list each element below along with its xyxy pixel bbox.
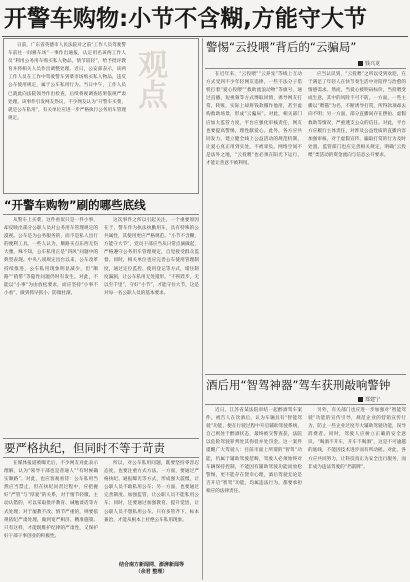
section4-col1 bbox=[4, 460, 98, 580]
intro-paragraph: 日前，广东省英德市人民法院对之前“工作人员驾驶警车前往一间修车场”一事作出通报，认定用名该两工作人员“利用公务用车购买私人物品，情节较轻”，给予批评教育并将相关人员作出调整处理。近日，公安部表示，该两工作人员在工作中驾驶警车到菜市场购买私人物品，违反公车使用规定，属于公车私用行为。当日中午，工作人员已就此向法院领导作出检查，后续将视调查结果依规严肃处理。该事件引发网友热议，不少网友认为“开警车买菜，就是公车私用”，有关单位应进一步严格执行公务用车管理规定。 bbox=[8, 43, 126, 121]
intro-text bbox=[8, 42, 126, 190]
section2-col2-text: 这次事件之所以引起关注，一个重要原因在于，警车作为执法执勤用车，具有特殊的公共属性，其使用更应严格规范。“小节不含糊，方能守大节”，党员干部应当从日常点滴做起，严格遵守公务用车管理规定，自觉接受群众监督。同时，相关单位也应完善公车使用管理制度，通过定位监控、使用登记等方式，堵住制度漏洞，让公车私用无处遁形。“不积跬步，无以至千里”，守好“小节”，才能守住大节，这是对每一名公职人员的基本要求。 bbox=[104, 218, 199, 296]
headline-divider bbox=[2, 36, 408, 37]
section3-col1 bbox=[206, 407, 302, 579]
section4-col1-text: 在媒体报道被曝光后，不少网友对此表示理解，认为“领导干部也是普通人”“有时候确实顺路”。对此，也应客观看待：公车私用当然应当禁止，但在执纪问责过程中，应把握好“严管”与“厚爱”的关系，对于情节轻微、主动认错的，可以采取批评教育、诫勉谈话等方式处理；对于屡教不改、情节严重的，则要依规依纪严肃处理，做到宽严相济、精准施策。只有这样，才能既维护纪律的严肃性，又保护好干部干事创业的积极性。 bbox=[4, 461, 98, 539]
column-divider bbox=[202, 38, 203, 580]
section1-col2 bbox=[308, 71, 406, 371]
section1-col1 bbox=[206, 71, 302, 371]
section2-col1-text: 从警车上买菜，这件看似只是一件小事，却反映出部分公职人员对公务用车管理规定的漠视。公车是为公务服务的，而不是私人出行的便利工具。一些人认为，顺路买点东西无伤大雅，殊不知，公车私用正是“四风”问题中的典型表现。中央八项规定出台以来，公车改革持续推进，公车私用现象明显减少，但“顺路”“捎带”等隐性问题仍时有发生。对此，不能以“小事”为由放松要求，而应坚持“小事不小看”，做到抓早抓小、防微杜渐。 bbox=[4, 218, 98, 296]
section4-col2-text: 所以，对公车私用问题，既要坚持零容忍态度，也要注重方式方法。一方面，要通过严格执纪、通报曝光等方式，形成强大震慑，让公职人员不敢私用公车；另一方面，也要通过完善制度、加强监管，让公职人员不能私用公车；同时，还要通过加强教育、提升觉悟，让公职人员不想私用公车。只有多管齐下、标本兼治，才能从根本上杜绝公车私用现象。 bbox=[104, 461, 199, 523]
section2-title: “开警车购物”刷的哪些底线 bbox=[4, 198, 146, 212]
section2-col2 bbox=[104, 217, 199, 437]
section4-top-divider bbox=[3, 438, 199, 439]
section3-col2-text: 另外，有关部门也应进一步加强对“智能驾驶”功能的宣传引导，规范企业的营销宣传行为，防止一些企业过度夸大辅助驾驶功能，误导消费者。同时，驾驶人应树立正确的安全意识，“喝酒不开车，开车不喝酒”，这是不可逾越的底线，不能因技术进步而有所动摇。对此，各方应共同努力，让科技真正为安全出行服务，而非成为违法驾驶的“挡箭牌”。 bbox=[308, 408, 406, 470]
section1-col1-text: 在近年来，“云投喂”“云养宠”等线上互动方式受到不少年轻网友追捧，一些不法分子借机打着“爱心投喂”“救助流浪动物”等旗号，通过直播、短视频等方式博取同情，诱导网友打赏、转账，实际上却将钱款挪作他用，甚至虚构救助场景，形成“云骗局”。对此，相关部门应加大监管力度，平台应强化审核责任，网友也要提高警惕，理性献爱心。此外，各方应共同发力，建立健全线上公益活动的规范机制，让爱心真正用到实处，不被辜负。网络空间不是法外之地，“云投喂”也必须在阳光下运行，才能让善意不被利用。 bbox=[206, 72, 302, 167]
section3-title: 酒后用“智驾神器”驾车获刑敲响警钟 bbox=[206, 378, 391, 392]
section1-byline bbox=[358, 60, 380, 67]
section1-author: 钱兴龙 bbox=[365, 61, 381, 67]
section3-col2 bbox=[308, 407, 406, 579]
section3-divider bbox=[205, 404, 406, 405]
section1-divider bbox=[205, 68, 406, 69]
section3-byline bbox=[358, 396, 380, 403]
source-credit-text: 结合南方新闻网、澎湃新闻等 （余君 整理） bbox=[118, 562, 184, 575]
section4-col2 bbox=[104, 460, 199, 560]
byline-marker-icon-2 bbox=[358, 397, 363, 402]
section4-divider bbox=[3, 457, 199, 458]
section3-col1-text: 近日，江苏省某法院审结一起醉酒驾车案件。被告人在饮酒后，认为车辆具有“智能驾驶”功能，便在行驶过程中开启辅助驾驶系统，自己则处于醉酒状态，最终被交警查获，法院以危险驾驶罪判处其拘役并处罚金。这一案件提醒广大驾驶人：目前市面上所谓的“智驾”功能，仍属于辅助驾驶范畴，驾驶人必须始终对车辆保持控制，不能因有辅助驾驶功能而放松警惕，更不能存在侥幸心理，酒后驾驶无论是否开启“智驾”功能，均属违法行为，都要承担相应的法律责任。 bbox=[206, 408, 302, 494]
section4-title: 要严格执纪，但同时不等于苛责 bbox=[4, 441, 165, 455]
intro-box bbox=[3, 38, 199, 194]
watermark: 观点 bbox=[132, 49, 167, 109]
byline-marker-icon bbox=[358, 61, 363, 66]
section3-top-divider bbox=[205, 374, 406, 375]
section1-col2-text: 应当认识到，“云投喂”之所以受到欢迎，在于满足了年轻人在快节奏生活中对陪伴与治愈的情感需求。然而，当爱心被明码标价，当投喂变成生意，其中的风险不可不防。一方面，一些主播以“喂猫”为名，不断诱导打赏，所得款项却去向不明；另一方面，部分直播间存在摆拍、虚假救助等情况，严重透支公众的信任。对此，平台方应履行主体责任，对涉及公益性质的直播内容加强审核，对于虚假宣传、骗取打赏的行为及时处置。监管部门也应完善相关规定，明确“云投喂”类活动的资金流向与信息公开要求。 bbox=[308, 72, 406, 158]
section2-divider bbox=[3, 214, 199, 215]
page-headline: 开警车购物:小节不含糊,方能守大节 bbox=[4, 6, 367, 32]
section3-author: 郑建宁 bbox=[365, 397, 381, 403]
section2-col1 bbox=[4, 217, 98, 437]
section1-title: 警惕“云投喂”背后的“云骗局” bbox=[206, 40, 357, 54]
source-credit bbox=[104, 562, 199, 576]
